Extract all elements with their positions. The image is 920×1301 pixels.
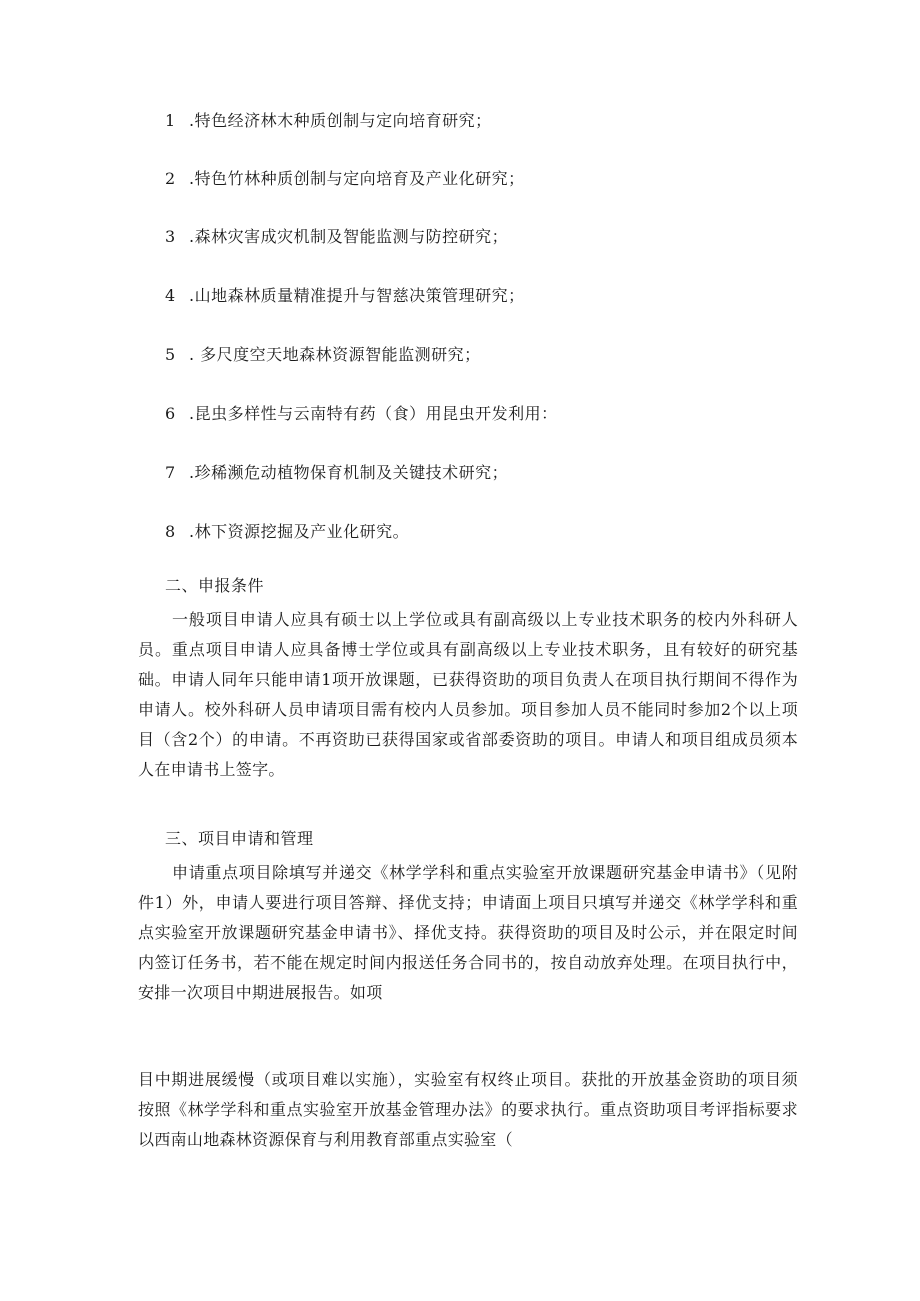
list-item-number: 3: [165, 227, 176, 246]
list-item-number: 7: [165, 463, 176, 482]
list-item-number: 1: [165, 111, 176, 130]
list-item-text: .特色经济林木种质创制与定向培育研究；: [189, 111, 492, 130]
list-item-text: .森林灾害成灾机制及智能监测与防控研究；: [189, 227, 509, 246]
section-heading-application-conditions: 二、申报条件: [165, 576, 265, 595]
list-item-8: [165, 521, 409, 543]
list-item-3: [165, 226, 508, 248]
list-item-number: 5: [165, 345, 176, 364]
list-item-text: .山地森林质量精准提升与智慈决策管理研究；: [189, 286, 525, 305]
list-item-6: [165, 403, 558, 425]
list-item-text: .特色竹林种质创制与定向培育及产业化研究；: [189, 169, 525, 188]
list-item-number: 8: [165, 522, 176, 541]
list-item-2: [165, 168, 525, 190]
list-item-text: .珍稀濒危动植物保育机制及关键技术研究；: [189, 463, 509, 482]
list-item-number: 6: [165, 404, 176, 423]
list-item-text: .林下资源挖掘及产业化研究。: [189, 522, 410, 541]
list-item-text: . 多尺度空天地森林资源智能监测研究；: [189, 345, 481, 364]
list-item-5: [165, 344, 481, 366]
list-item-number: 4: [165, 286, 176, 305]
list-item-7: [165, 462, 508, 484]
list-item-number: 2: [165, 169, 176, 188]
list-item-1: [165, 110, 492, 132]
section-heading-application-management: 三、项目申请和管理: [165, 829, 314, 848]
list-item-4: [165, 285, 525, 307]
section-body-continuation: 目中期进展缓慢（或项目难以实施），实验室有权终止项目。获批的开放基金资助的项目须按照《林学学科和重点实验室开放基金管理办法》的要求执行。重点资助项目考评指标要求以西南山地森林资源保育与利用教育部重点实验室（: [138, 1070, 798, 1149]
section-body-application-conditions: 一般项目申请人应具有硕士以上学位或具有副高级以上专业技术职务的校内外科研人员。重点项目申请人应具备博士学位或具有副高级以上专业技术职务，且有较好的研究基础。申请人同年只能申请1项开放课题，已获得资助的项目负责人在项目执行期间不得作为申请人。校外科研人员申请项目需有校内人员参加。项目参加人员不能同时参加2个以上项目（含2个）的申请。不再资助已获得国家或省部委资助的项目。申请人和项目组成员须本人在申请书上签字。: [138, 610, 798, 779]
section-body-application-management: 申请重点项目除填写并递交《林学学科和重点实验室开放课题研究基金申请书》（见附件1）外，申请人要进行项目答辩、择优支持；申请面上项目只填写并递交《林学学科和重点实验室开放课题研究基金申请书》、择优支持。获得资助的项目及时公示，并在限定时间内签订任务书，若不能在规定时间内报送任务合同书的，按自动放弃处理。在项目执行中，安排一次项目中期进展报告。如项: [138, 863, 798, 1002]
list-item-text: .昆虫多样性与云南特有药（食）用昆虫开发利用：: [189, 404, 558, 423]
